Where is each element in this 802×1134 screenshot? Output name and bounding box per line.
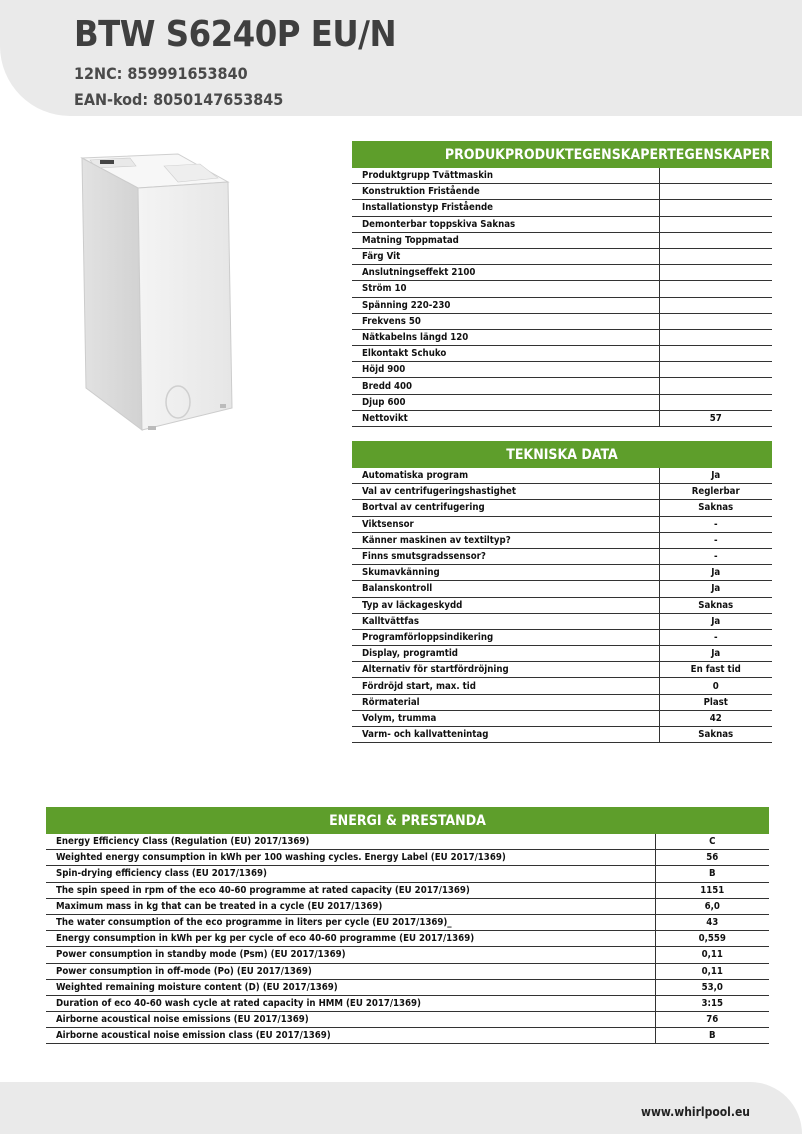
tech-value: -	[659, 532, 772, 548]
energy-value: C	[655, 834, 769, 850]
tech-row	[352, 710, 772, 726]
energy-value: 53,0	[655, 979, 769, 995]
feature-value	[659, 362, 772, 378]
energy-row	[46, 963, 769, 979]
feature-label: Produktgrupp Tvättmaskin	[352, 168, 659, 184]
energy-label: Power consumption in off-mode (Po) (EU 2017/1369)	[46, 963, 655, 979]
product-features-table	[352, 168, 772, 427]
tech-row	[352, 662, 772, 678]
tech-label: Känner maskinen av textiltyp?	[352, 532, 659, 548]
product-features-section	[352, 141, 772, 427]
energy-row	[46, 866, 769, 882]
feature-value	[659, 184, 772, 200]
technical-data-section	[352, 441, 772, 743]
tech-row	[352, 516, 772, 532]
feature-value	[659, 168, 772, 184]
energy-row	[46, 882, 769, 898]
feature-label: Installationstyp Fristående	[352, 200, 659, 216]
feature-value	[659, 265, 772, 281]
tech-row	[352, 646, 772, 662]
energy-value: 76	[655, 1012, 769, 1028]
energy-value: 56	[655, 850, 769, 866]
tech-row	[352, 581, 772, 597]
feature-label: Nettovikt	[352, 410, 659, 426]
feature-value	[659, 329, 772, 345]
tech-label: Typ av läckageskydd	[352, 597, 659, 613]
energy-value: B	[655, 866, 769, 882]
tech-row	[352, 484, 772, 500]
energy-label: Weighted energy consumption in kWh per 100 washing cycles. Energy Label (EU 2017/1369)	[46, 850, 655, 866]
feature-value	[659, 346, 772, 362]
nc-value: 859991653840	[127, 64, 248, 83]
feature-row	[352, 281, 772, 297]
feature-label: Konstruktion Fristående	[352, 184, 659, 200]
energy-value: 43	[655, 914, 769, 930]
tech-label: Viktsensor	[352, 516, 659, 532]
ean-value: 8050147653845	[153, 90, 284, 109]
tech-row	[352, 694, 772, 710]
feature-label: Bredd 400	[352, 378, 659, 394]
feature-row	[352, 248, 772, 264]
technical-data-table	[352, 468, 772, 743]
tech-value: Saknas	[659, 500, 772, 516]
tech-row	[352, 532, 772, 548]
feature-row	[352, 394, 772, 410]
tech-value: Ja	[659, 613, 772, 629]
tech-row	[352, 629, 772, 645]
feature-value	[659, 232, 772, 248]
feature-value: 57	[659, 410, 772, 426]
feature-value	[659, 216, 772, 232]
energy-row	[46, 1012, 769, 1028]
feature-value	[659, 313, 772, 329]
feature-row	[352, 362, 772, 378]
tech-value: Ja	[659, 646, 772, 662]
tech-value: 0	[659, 678, 772, 694]
energy-row	[46, 947, 769, 963]
feature-label: Frekvens 50	[352, 313, 659, 329]
energy-label: The spin speed in rpm of the eco 40-60 programme at rated capacity (EU 2017/1369)	[46, 882, 655, 898]
feature-row	[352, 297, 772, 313]
feature-value	[659, 248, 772, 264]
feature-row	[352, 184, 772, 200]
energy-value: B	[655, 1028, 769, 1044]
tech-row	[352, 727, 772, 743]
feature-value	[659, 378, 772, 394]
energy-value: 3:15	[655, 995, 769, 1011]
tech-label: Balanskontroll	[352, 581, 659, 597]
feature-value	[659, 281, 772, 297]
tech-row	[352, 468, 772, 484]
tech-row	[352, 678, 772, 694]
tech-label: Finns smutsgradssensor?	[352, 548, 659, 564]
tech-row	[352, 565, 772, 581]
energy-label: Energy consumption in kWh per kg per cycle of eco 40-60 programme (EU 2017/1369)	[46, 931, 655, 947]
feature-row	[352, 200, 772, 216]
energy-label: Energy Efficiency Class (Regulation (EU) 2017/1369)	[46, 834, 655, 850]
technical-data-header: TEKNISKA DATA	[352, 441, 772, 468]
tech-label: Display, programtid	[352, 646, 659, 662]
nc-label: 12NC	[74, 64, 117, 83]
tech-label: Programförloppsindikering	[352, 629, 659, 645]
tech-value: -	[659, 548, 772, 564]
product-features-header: PRODUKPRODUKTEGENSKAPERTEGENSKAPER	[352, 141, 772, 168]
energy-label: Spin-drying efficiency class (EU 2017/1369)	[46, 866, 655, 882]
footer-url[interactable]: www.whirlpool.eu	[640, 1105, 750, 1119]
feature-row	[352, 410, 772, 426]
tech-label: Automatiska program	[352, 468, 659, 484]
energy-row	[46, 1028, 769, 1044]
energy-header: ENERGI & PRESTANDA	[46, 807, 769, 834]
feature-label: Demonterbar toppskiva Saknas	[352, 216, 659, 232]
product-title: BTW S6240P EU/N	[74, 14, 397, 55]
energy-table	[46, 834, 769, 1044]
tech-label: Fördröjd start, max. tid	[352, 678, 659, 694]
feature-label: Spänning 220-230	[352, 297, 659, 313]
tech-label: Kalltvättfas	[352, 613, 659, 629]
feature-row	[352, 265, 772, 281]
feature-label: Anslutningseffekt 2100	[352, 265, 659, 281]
ean-line: EAN-kod: 8050147653845	[74, 90, 284, 109]
energy-label: Airborne acoustical noise emission class (EU 2017/1369)	[46, 1028, 655, 1044]
nc-line: 12NC: 859991653840	[74, 64, 248, 83]
tech-label: Val av centrifugeringshastighet	[352, 484, 659, 500]
tech-row	[352, 613, 772, 629]
energy-value: 0,559	[655, 931, 769, 947]
feature-label: Färg Vit	[352, 248, 659, 264]
tech-value: Saknas	[659, 727, 772, 743]
tech-label: Varm- och kallvattenintag	[352, 727, 659, 743]
feature-row	[352, 378, 772, 394]
tech-label: Alternativ för startfördröjning	[352, 662, 659, 678]
feature-row	[352, 346, 772, 362]
tech-row	[352, 500, 772, 516]
feature-label: Höjd 900	[352, 362, 659, 378]
feature-row	[352, 216, 772, 232]
tech-label: Skumavkänning	[352, 565, 659, 581]
energy-value: 1151	[655, 882, 769, 898]
tech-value: Ja	[659, 468, 772, 484]
energy-row	[46, 850, 769, 866]
energy-label: Maximum mass in kg that can be treated in a cycle (EU 2017/1369)	[46, 898, 655, 914]
energy-label: Airborne acoustical noise emissions (EU 2017/1369)	[46, 1012, 655, 1028]
tech-value: Plast	[659, 694, 772, 710]
feature-value	[659, 297, 772, 313]
energy-label: The water consumption of the eco programme in liters per cycle (EU 2017/1369)_	[46, 914, 655, 930]
feature-label: Ström 10	[352, 281, 659, 297]
energy-row	[46, 834, 769, 850]
feature-row	[352, 313, 772, 329]
tech-value: En fast tid	[659, 662, 772, 678]
feature-row	[352, 232, 772, 248]
energy-value: 0,11	[655, 947, 769, 963]
feature-row	[352, 329, 772, 345]
feature-label: Elkontakt Schuko	[352, 346, 659, 362]
energy-row	[46, 995, 769, 1011]
feature-value	[659, 200, 772, 216]
energy-value: 6,0	[655, 898, 769, 914]
tech-value: Reglerbar	[659, 484, 772, 500]
tech-value: Ja	[659, 565, 772, 581]
feature-row	[352, 168, 772, 184]
energy-label: Duration of eco 40-60 wash cycle at rated capacity in HMM (EU 2017/1369)	[46, 995, 655, 1011]
energy-value: 0,11	[655, 963, 769, 979]
tech-label: Volym, trumma	[352, 710, 659, 726]
energy-row	[46, 914, 769, 930]
energy-row	[46, 931, 769, 947]
feature-label: Matning Toppmatad	[352, 232, 659, 248]
tech-value: -	[659, 629, 772, 645]
tech-row	[352, 597, 772, 613]
energy-row	[46, 898, 769, 914]
energy-label: Weighted remaining moisture content (D) (EU 2017/1369)	[46, 979, 655, 995]
tech-label: Bortval av centrifugering	[352, 500, 659, 516]
tech-value: 42	[659, 710, 772, 726]
energy-row	[46, 979, 769, 995]
tech-value: Ja	[659, 581, 772, 597]
feature-label: Djup 600	[352, 394, 659, 410]
feature-value	[659, 394, 772, 410]
tech-row	[352, 548, 772, 564]
product-image	[60, 140, 292, 440]
ean-label: EAN-kod	[74, 90, 143, 109]
tech-label: Rörmaterial	[352, 694, 659, 710]
energy-section	[46, 807, 769, 1044]
tech-value: -	[659, 516, 772, 532]
feature-label: Nätkabelns längd 120	[352, 329, 659, 345]
tech-value: Saknas	[659, 597, 772, 613]
energy-label: Power consumption in standby mode (Psm) (EU 2017/1369)	[46, 947, 655, 963]
